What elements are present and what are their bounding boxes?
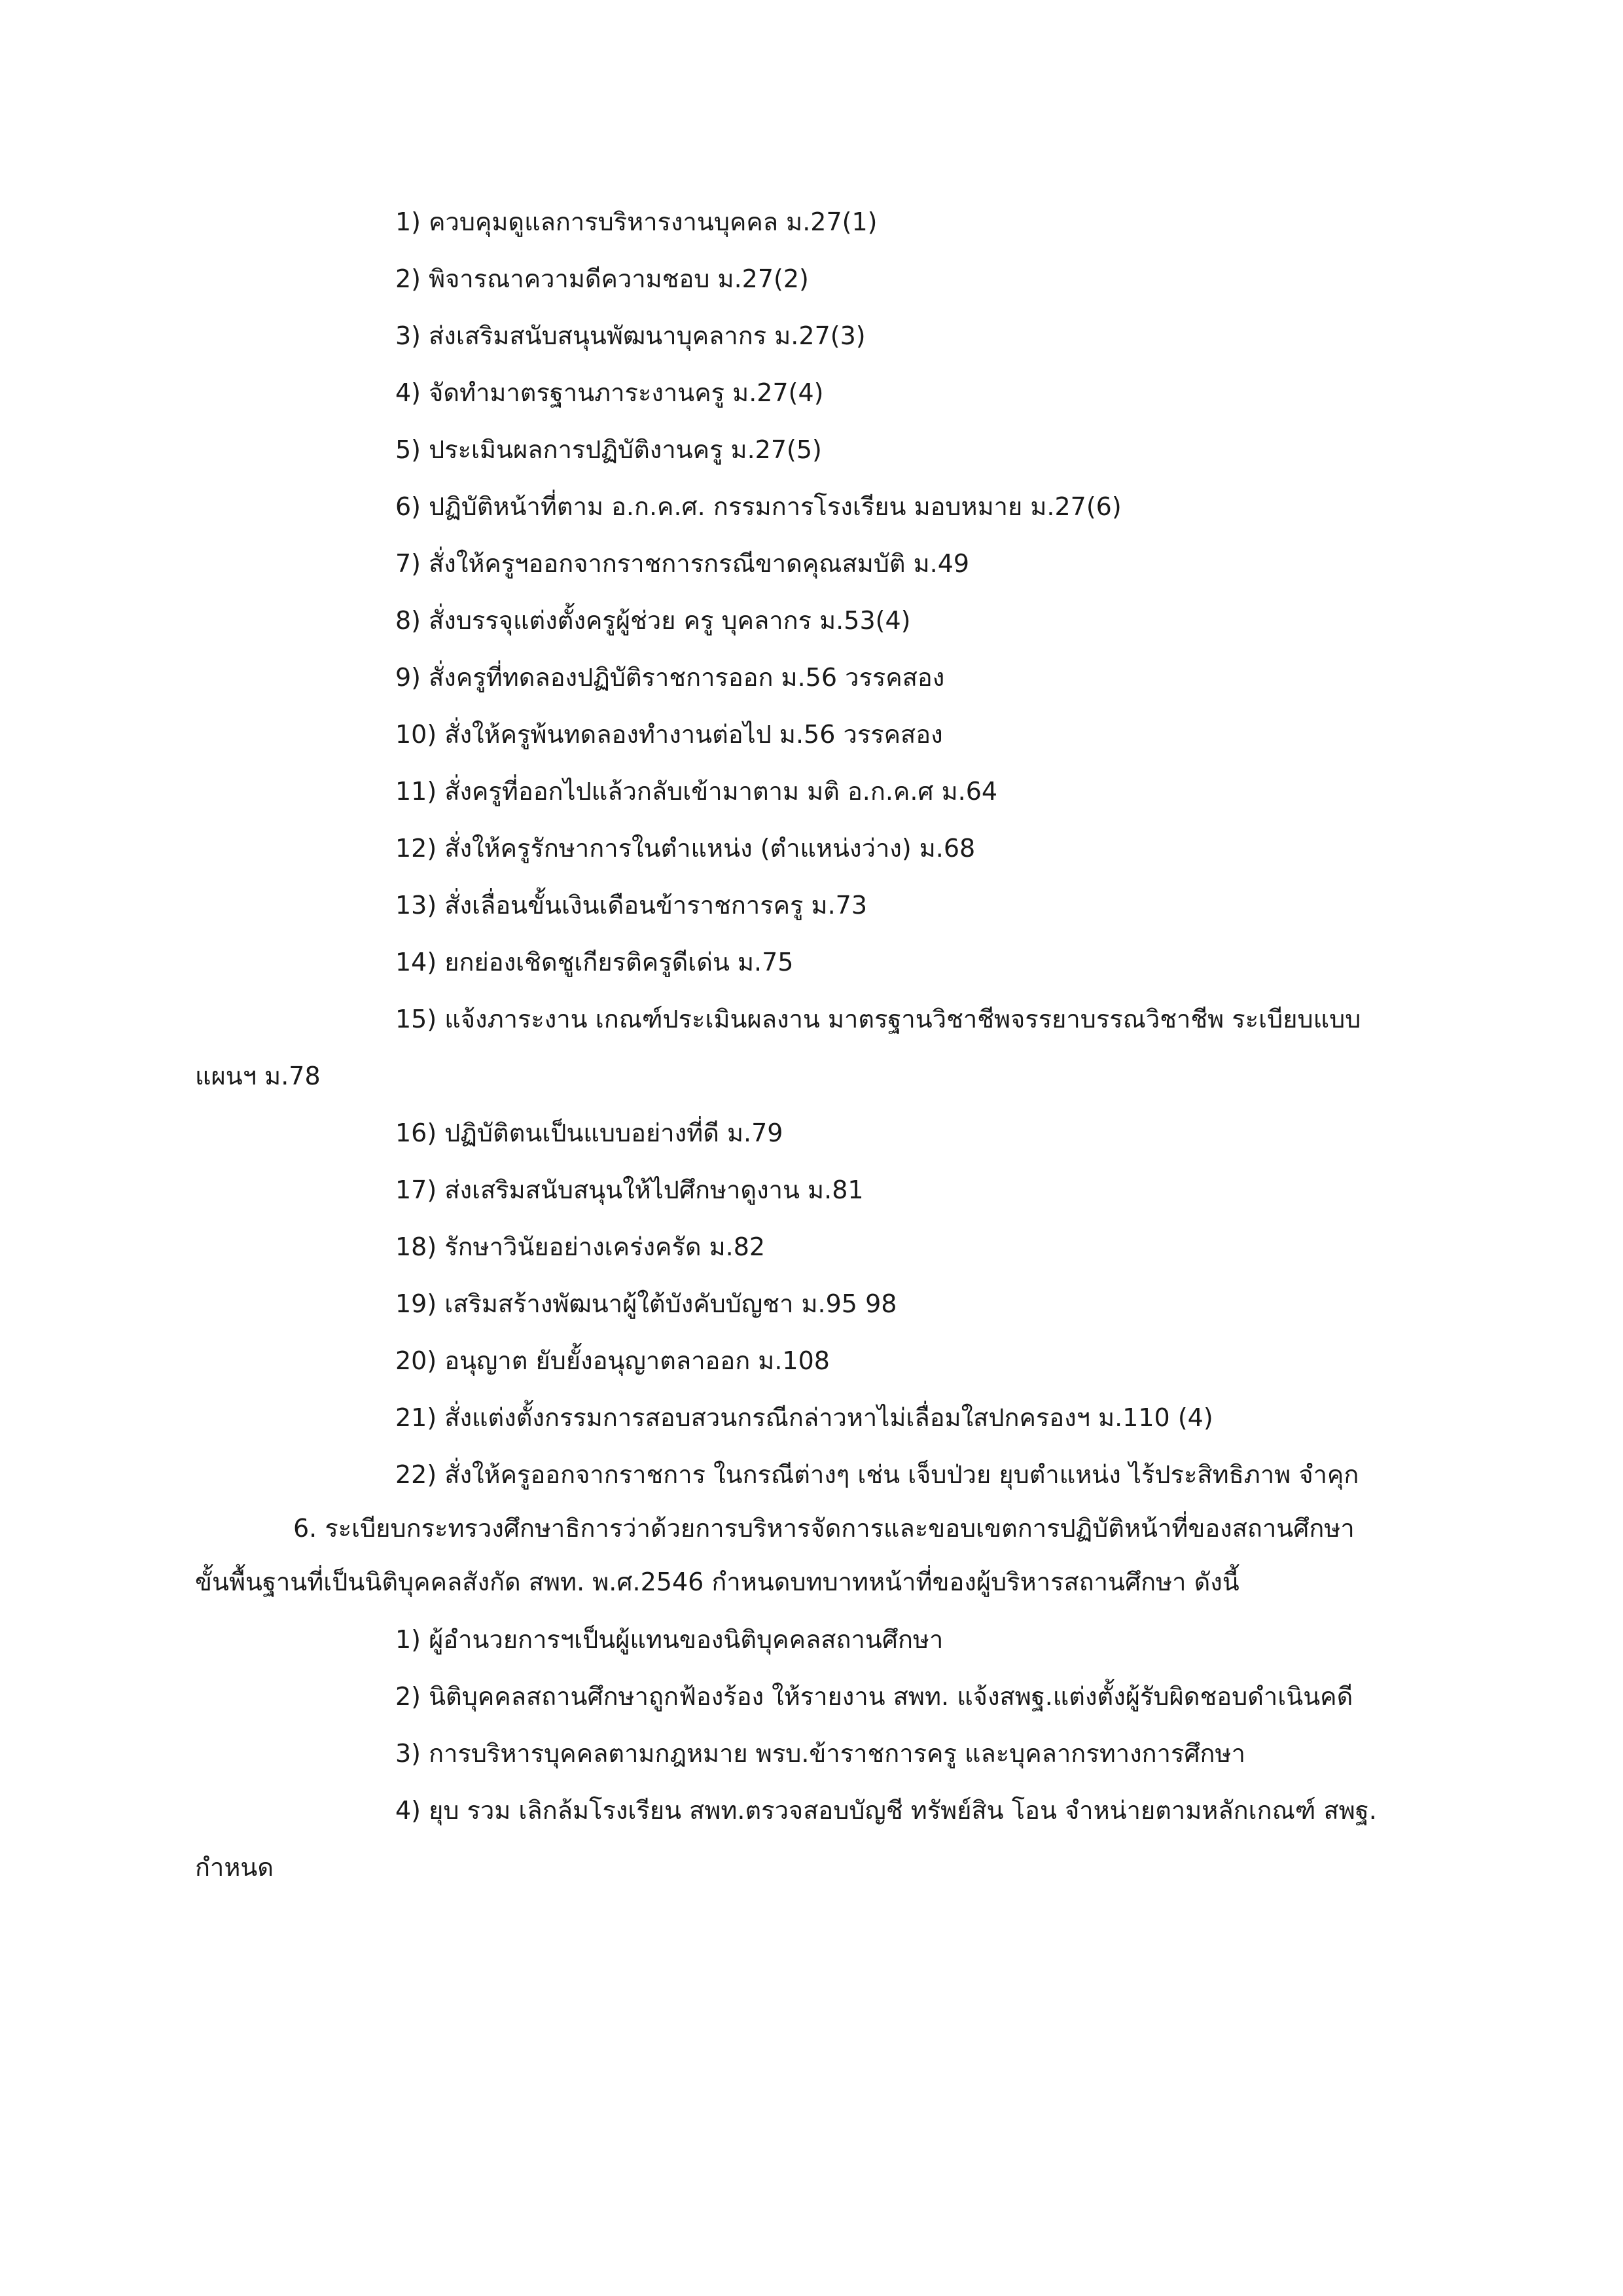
- list-item: 10) สั่งให้ครูพ้นทดลองทำงานต่อไป ม.56 วรรคสอง: [395, 720, 943, 749]
- list-item: 18) รักษาวินัยอย่างเคร่งครัด ม.82: [395, 1232, 766, 1261]
- list-item: 4) จัดทำมาตรฐานภาระงานครู ม.27(4): [395, 378, 824, 407]
- section-heading: 6. ระเบียบกระทรวงศึกษาธิการว่าด้วยการบริหารจัดการและขอบเขตการปฏิบัติหน้าที่ของสถานศึกษา: [293, 1514, 1355, 1543]
- section-heading-continuation: ขั้นพื้นฐานที่เป็นนิติบุคคลสังกัด สพท. พ.ศ.2546 กำหนดบทบาทหน้าที่ของผู้บริหารสถานศึกษา ดังนี้: [195, 1568, 1240, 1596]
- list-item: 5) ประเมินผลการปฏิบัติงานครู ม.27(5): [395, 435, 822, 464]
- list-item-continuation: แผนฯ ม.78: [195, 1062, 321, 1090]
- list-item: 21) สั่งแต่งตั้งกรรมการสอบสวนกรณีกล่าวหาไม่เลื่อมใสปกครองฯ ม.110 (4): [395, 1403, 1213, 1432]
- list-item: 15) แจ้งภาระงาน เกณฑ์ประเมินผลงาน มาตรฐานวิชาชีพจรรยาบรรณวิชาชีพ ระเบียบแบบ: [395, 1005, 1361, 1033]
- list-item: 2) นิติบุคคลสถานศึกษาถูกฟ้องร้อง ให้รายงาน สพท. แจ้งสพฐ.แต่งตั้งผู้รับผิดชอบดำเนินคดี: [395, 1682, 1353, 1711]
- list-item: 14) ยกย่องเชิดชูเกียรติครูดีเด่น ม.75: [395, 948, 794, 977]
- list-item: 3) การบริหารบุคคลตามกฎหมาย พรบ.ข้าราชการครู และบุคลากรทางการศึกษา: [395, 1739, 1245, 1768]
- list-item: 20) อนุญาต ยับยั้งอนุญาตลาออก ม.108: [395, 1346, 830, 1375]
- list-item: 4) ยุบ รวม เลิกล้มโรงเรียน สพท.ตรวจสอบบัญชี ทรัพย์สิน โอน จำหน่ายตามหลักเกณฑ์ สพฐ.: [395, 1796, 1377, 1825]
- list-item-continuation: กำหนด: [195, 1853, 274, 1882]
- list-item: 13) สั่งเลื่อนขั้นเงินเดือนข้าราชการครู ม.73: [395, 891, 868, 920]
- list-item: 1) ผู้อำนวยการฯเป็นผู้แทนของนิติบุคคลสถานศึกษา: [395, 1625, 944, 1654]
- list-item: 1) ควบคุมดูแลการบริหารงานบุคคล ม.27(1): [395, 207, 878, 236]
- list-item: 3) ส่งเสริมสนับสนุนพัฒนาบุคลากร ม.27(3): [395, 321, 866, 350]
- list-item: 6) ปฏิบัติหน้าที่ตาม อ.ก.ค.ศ. กรรมการโรงเรียน มอบหมาย ม.27(6): [395, 492, 1122, 521]
- list-item: 7) สั่งให้ครูฯออกจากราชการกรณีขาดคุณสมบัติ ม.49: [395, 549, 970, 578]
- list-item: 2) พิจารณาความดีความชอบ ม.27(2): [395, 264, 809, 293]
- list-item: 19) เสริมสร้างพัฒนาผู้ใต้บังคับบัญชา ม.95 98: [395, 1289, 897, 1318]
- list-item: 22) สั่งให้ครูออกจากราชการ ในกรณีต่างๆ เช่น เจ็บป่วย ยุบตำแหน่ง ไร้ประสิทธิภาพ จำคุก: [395, 1460, 1359, 1489]
- list-item: 16) ปฏิบัติตนเป็นแบบอย่างที่ดี ม.79: [395, 1119, 783, 1147]
- list-item: 8) สั่งบรรจุแต่งตั้งครูผู้ช่วย ครู บุคลากร ม.53(4): [395, 606, 911, 635]
- list-item: 11) สั่งครูที่ออกไปแล้วกลับเข้ามาตาม มติ อ.ก.ค.ศ ม.64: [395, 777, 998, 806]
- list-item: 12) สั่งให้ครูรักษาการในตำแหน่ง (ตำแหน่งว่าง) ม.68: [395, 834, 976, 863]
- list-item: 9) สั่งครูที่ทดลองปฏิบัติราชการออก ม.56 วรรคสอง: [395, 663, 945, 692]
- list-item: 17) ส่งเสริมสนับสนุนให้ไปศึกษาดูงาน ม.81: [395, 1175, 864, 1204]
